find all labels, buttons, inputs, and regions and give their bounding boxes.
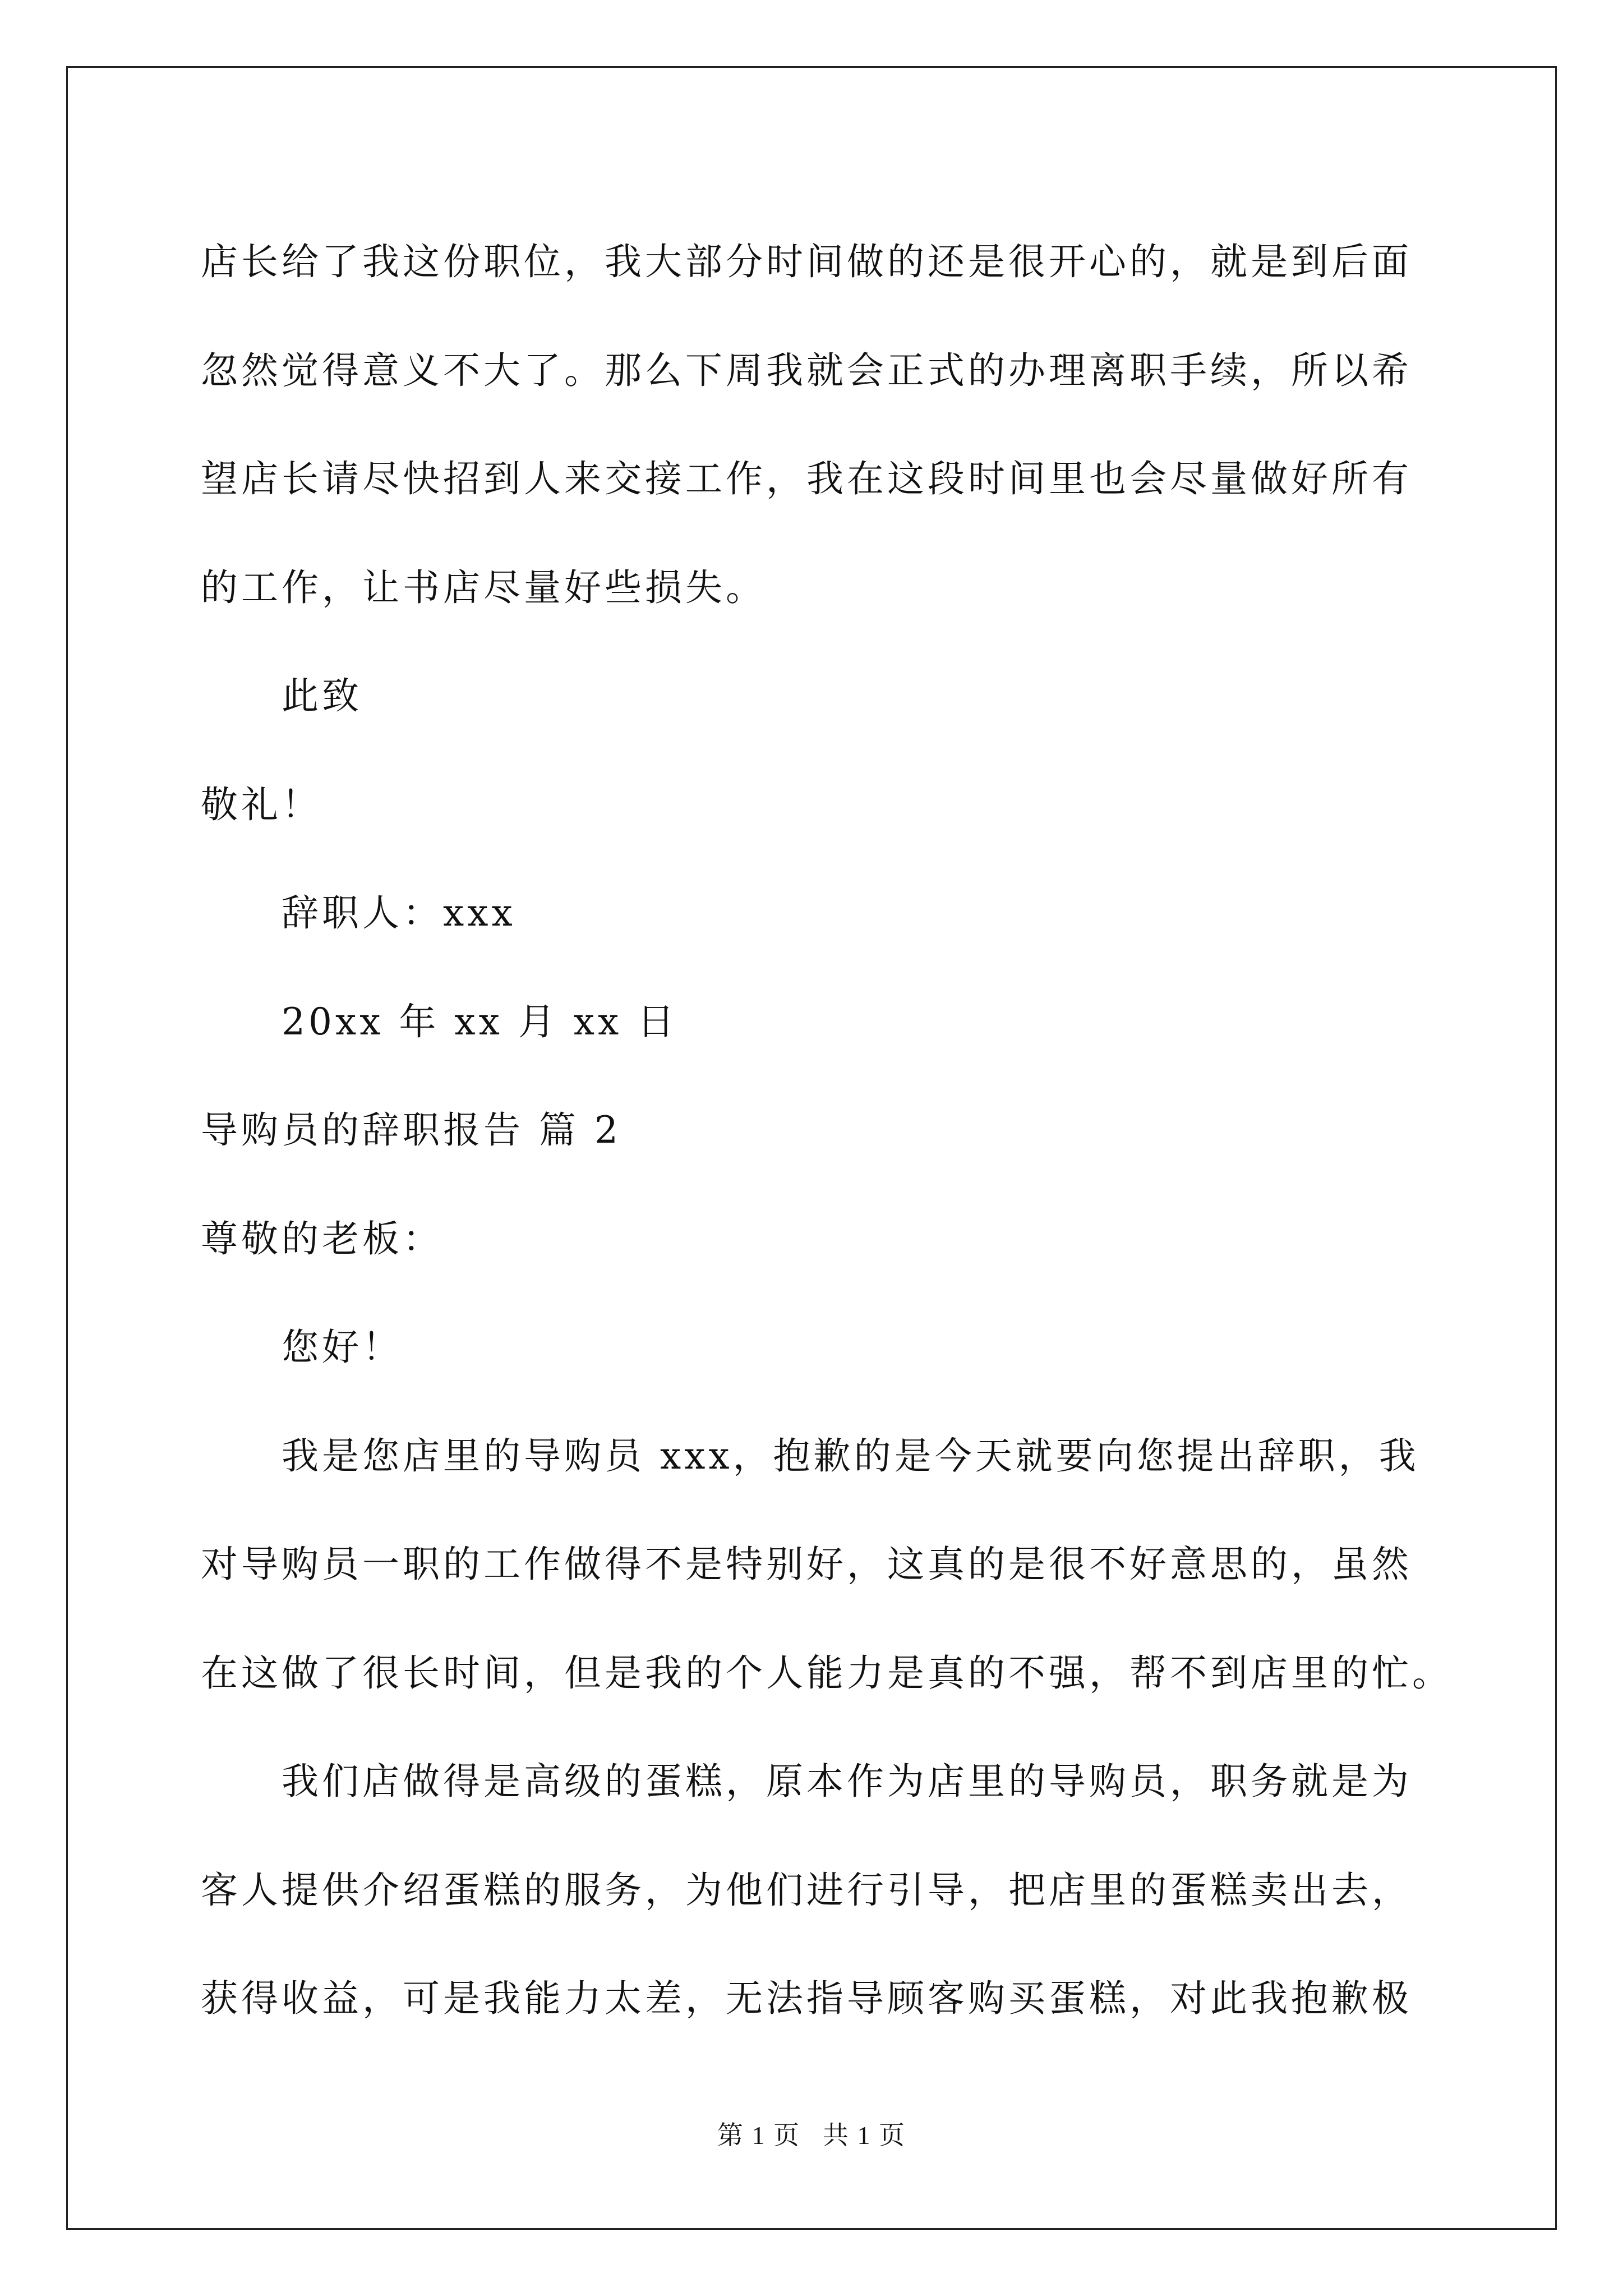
body-line: 忽然觉得意义不大了。那么下周我就会正式的办理离职手续，所以希 xyxy=(201,348,1412,392)
greeting: 您好！ xyxy=(282,1326,403,1369)
body-line: 我是您店里的导购员 xxx，抱歉的是今天就要向您提出辞职，我 xyxy=(282,1434,1419,1478)
body-line: 我们店做得是高级的蛋糕，原本作为店里的导购员，职务就是为 xyxy=(282,1760,1412,1803)
closing-salutation: 此致 xyxy=(282,674,362,717)
page-number: 第 1 页 xyxy=(717,2121,800,2150)
body-line: 获得收益，可是我能力太差，无法指导顾客购买蛋糕，对此我抱歉极 xyxy=(201,1977,1412,2020)
body-line: 对导购员一职的工作做得不是特别好，这真的是很不好意思的，虽然 xyxy=(201,1543,1412,1586)
document-body xyxy=(201,208,1453,2053)
page-footer xyxy=(0,2115,1623,2152)
signature-line: 辞职人：xxx xyxy=(282,891,516,935)
section-title: 导购员的辞职报告 篇 2 xyxy=(201,1108,621,1152)
page-total: 共 1 页 xyxy=(823,2121,906,2150)
date-line: 20xx 年 xx 月 xx 日 xyxy=(282,1000,678,1043)
greeting-recipient: 尊敬的老板： xyxy=(201,1217,443,1260)
body-line: 的工作，让书店尽量好些损失。 xyxy=(201,565,766,609)
closing-regards: 敬礼！ xyxy=(201,783,322,826)
body-line: 望店长请尽快招到人来交接工作，我在这段时间里也会尽量做好所有 xyxy=(201,457,1412,500)
body-line: 客人提供介绍蛋糕的服务，为他们进行引导，把店里的蛋糕卖出去， xyxy=(201,1868,1412,1912)
body-line: 在这做了很长时间，但是我的个人能力是真的不强，帮不到店里的忙。 xyxy=(201,1651,1453,1695)
body-line: 店长给了我这份职位，我大部分时间做的还是很开心的，就是到后面 xyxy=(201,240,1412,283)
